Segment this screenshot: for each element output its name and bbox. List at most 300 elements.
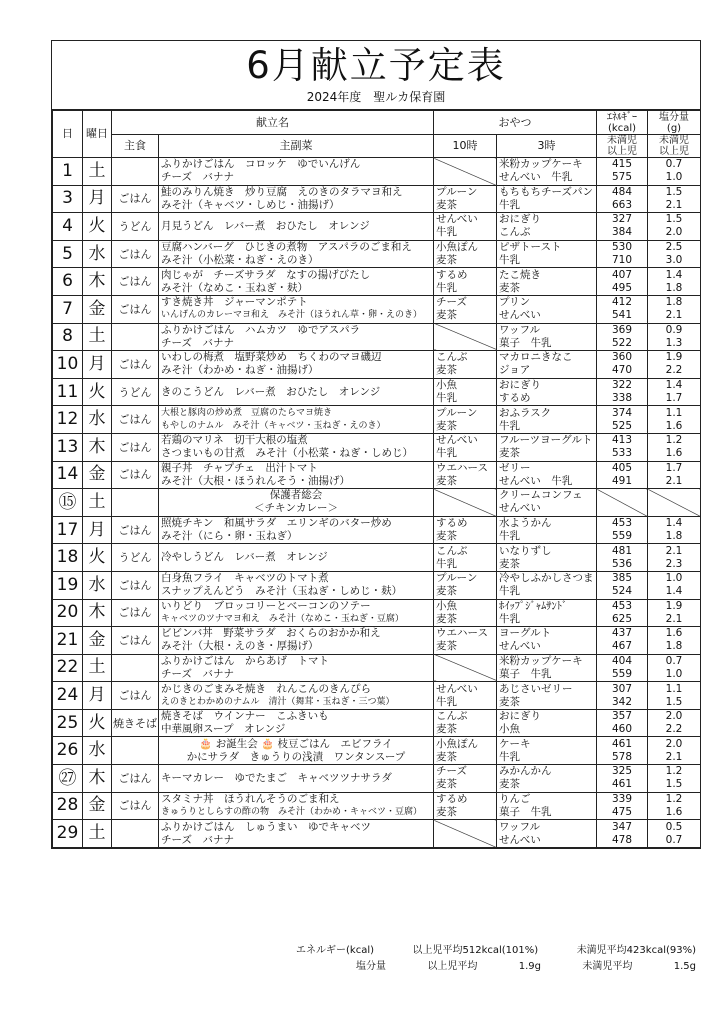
- main-dish-line: 保護者総会: [269, 489, 323, 502]
- title-box: [52, 41, 700, 110]
- table-row: [53, 544, 701, 572]
- energy-cell: [597, 295, 648, 323]
- main-dish-line: 大根と豚肉の炒め煮 豆腐のたらマヨ焼き: [161, 407, 333, 418]
- table-row: [53, 765, 701, 793]
- energy-value: 461: [611, 737, 633, 750]
- salt-value: 1.6: [665, 805, 683, 818]
- energy-value: 407: [611, 268, 633, 281]
- snack-3-line: おふラスク: [499, 406, 552, 419]
- day-cell: 月: [83, 516, 112, 544]
- staple-cell: ごはん: [112, 516, 159, 544]
- date-cell: 8: [53, 323, 83, 351]
- snack-10-line: するめ: [436, 268, 468, 281]
- main-dish-cell: [159, 709, 434, 737]
- snack-10-line: 牛乳: [436, 695, 457, 708]
- table-row: [53, 792, 701, 820]
- day-cell: 土: [83, 323, 112, 351]
- table-row: [53, 709, 701, 737]
- salt-value: 2.1: [665, 750, 683, 763]
- main-dish-cell: [159, 323, 434, 351]
- salt-over-label: 以上児平均: [427, 961, 478, 972]
- main-dish-cell: [159, 406, 434, 434]
- snack-10-line: 麦茶: [436, 640, 457, 653]
- salt-cell: [648, 765, 701, 793]
- energy-value: 578: [611, 750, 633, 763]
- main-dish-cell: [159, 627, 434, 655]
- energy-value: 453: [611, 599, 633, 612]
- salt-summary: [296, 959, 696, 975]
- energy-cell: [597, 323, 648, 351]
- snack-10-cell: [434, 820, 497, 848]
- energy-value: 478: [611, 833, 633, 846]
- staple-cell: ごはん: [112, 627, 159, 655]
- salt-value: 2.2: [665, 364, 683, 377]
- salt-value: 2.3: [665, 557, 683, 570]
- energy-value: 413: [611, 434, 633, 447]
- day-cell: 金: [83, 792, 112, 820]
- snack-10-line: するめ: [436, 792, 468, 805]
- main-dish-line: すき焼き丼 ジャーマンポテト: [161, 296, 308, 309]
- main-dish-line: 親子丼 チャプチェ 出汁トマト: [161, 461, 318, 474]
- snack-3-line: ワッフル: [499, 323, 541, 336]
- snack-3-line: するめ: [499, 392, 531, 405]
- menu-sheet: [51, 40, 701, 849]
- snack-10-line: 牛乳: [436, 557, 457, 570]
- snack-3-line: せんべい: [499, 833, 541, 846]
- energy-value: 322: [611, 379, 633, 392]
- snack-3-line: 牛乳: [499, 612, 520, 625]
- energy-cell: [597, 461, 648, 489]
- snack-3-line: 麦茶: [499, 281, 520, 294]
- energy-cell: [597, 406, 648, 434]
- salt-cell: [648, 489, 701, 517]
- snack-10-cell: [434, 709, 497, 737]
- snack-10-line: 麦茶: [436, 778, 457, 791]
- nutrition-footer: [296, 943, 696, 975]
- staple-cell: うどん: [112, 213, 159, 241]
- snack-10-line: 麦茶: [436, 750, 457, 763]
- salt-value: 1.9: [665, 351, 683, 364]
- salt-cell: [648, 185, 701, 213]
- header-salt: [648, 111, 701, 135]
- staple-cell: [112, 737, 159, 765]
- header-energy: [597, 111, 648, 135]
- main-dish-line: 若鶏のマリネ 切干大根の塩煮: [161, 434, 308, 447]
- table-row: [53, 571, 701, 599]
- staple-cell: うどん: [112, 378, 159, 406]
- energy-value: 460: [611, 723, 633, 736]
- snack-10-line: せんべい: [436, 682, 478, 695]
- energy-value: 369: [611, 323, 633, 336]
- energy-cell: [597, 627, 648, 655]
- salt-value: 2.0: [665, 226, 683, 239]
- main-dish-line: ふりかけごはん コロッケ ゆでいんげん: [161, 158, 361, 171]
- salt-value: 2.2: [665, 723, 683, 736]
- snack-10-cell: [434, 158, 497, 186]
- main-dish-line: みそ汁（大根・ほうれんそう・油揚げ）: [161, 474, 350, 487]
- salt-value: 1.8: [665, 296, 683, 309]
- energy-value: 467: [611, 640, 633, 653]
- date-cell: 21: [53, 627, 83, 655]
- salt-value: 1.6: [665, 419, 683, 432]
- table-row: [53, 213, 701, 241]
- day-cell: 金: [83, 461, 112, 489]
- energy-value: 327: [611, 213, 633, 226]
- energy-value: 559: [611, 667, 633, 680]
- day-cell: 金: [83, 627, 112, 655]
- main-dish-line: チーズ バナナ: [161, 667, 234, 680]
- snack-10-line: チーズ: [436, 765, 467, 778]
- energy-value: 385: [611, 572, 633, 585]
- energy-cell: [597, 654, 648, 682]
- snack-3-line: フルーツヨーグルト: [499, 434, 593, 447]
- main-dish-line: かじきのごまみそ焼き れんこんのきんぴら: [161, 682, 371, 695]
- snack-3-cell: [497, 516, 597, 544]
- snack-3-cell: [497, 406, 597, 434]
- snack-10-cell: [434, 351, 497, 379]
- salt-cell: [648, 268, 701, 296]
- energy-value: 405: [611, 461, 633, 474]
- salt-cell: [648, 544, 701, 572]
- snack-3-line: ピザトースト: [499, 241, 562, 254]
- snack-3-line: 牛乳: [499, 750, 520, 763]
- snack-3-line: あじさいゼリー: [499, 682, 573, 695]
- snack-10-line: 麦茶: [436, 198, 457, 211]
- main-dish-cell: [159, 682, 434, 710]
- page-title: 6月献立予定表: [246, 44, 506, 87]
- snack-3-cell: [497, 489, 597, 517]
- main-dish-line: ビビンバ丼 野菜サラダ おくらのおかか和え: [161, 627, 381, 640]
- date-cell: ⑮: [53, 489, 83, 517]
- main-dish-line: みそ汁（わかめ・ねぎ・油揚げ）: [161, 364, 319, 377]
- energy-value: 530: [611, 241, 633, 254]
- snack-10-line: 麦茶: [436, 364, 457, 377]
- staple-cell: [112, 654, 159, 682]
- date-cell: ㉗: [53, 765, 83, 793]
- salt-value: 1.1: [665, 406, 683, 419]
- date-cell: 26: [53, 737, 83, 765]
- energy-cell: [597, 185, 648, 213]
- salt-value: 3.0: [665, 254, 683, 267]
- energy-value: 475: [611, 805, 633, 818]
- snack-3-line: みかんかん: [499, 765, 552, 778]
- main-dish-cell: [159, 599, 434, 627]
- snack-10-cell: [434, 599, 497, 627]
- energy-cell: [597, 489, 648, 517]
- salt-value: 2.0: [665, 710, 683, 723]
- snack-10-cell: [434, 240, 497, 268]
- snack-3-line: 牛乳: [499, 530, 520, 543]
- staple-cell: ごはん: [112, 240, 159, 268]
- main-dish-line: 照焼チキン 和風サラダ エリンギのバター炒め: [161, 517, 392, 530]
- main-dish-cell: [159, 351, 434, 379]
- snack-3-cell: [497, 378, 597, 406]
- snack-10-line: 小魚ぽん: [436, 241, 478, 254]
- header-salt-sub-label: 未満児 以上児: [659, 135, 689, 157]
- staple-cell: ごはん: [112, 599, 159, 627]
- main-dish-line: みそ汁（小松菜・ねぎ・えのき）: [161, 254, 319, 267]
- energy-value: 360: [611, 351, 633, 364]
- salt-value: 1.0: [665, 667, 683, 680]
- salt-value: 2.1: [665, 612, 683, 625]
- energy-value: 338: [611, 392, 633, 405]
- main-dish-line: 豆腐ハンバーグ ひじきの煮物 アスパラのごま和え: [161, 241, 412, 254]
- salt-value: 1.4: [665, 517, 683, 530]
- salt-value: 2.1: [665, 544, 683, 557]
- page-subtitle: 2024年度 聖ルカ保育園: [306, 90, 446, 104]
- salt-cell: [648, 820, 701, 848]
- day-cell: 月: [83, 682, 112, 710]
- date-cell: 19: [53, 571, 83, 599]
- header-date: 日: [53, 111, 83, 158]
- energy-cell: [597, 709, 648, 737]
- main-dish-cell: [159, 654, 434, 682]
- snack-3-cell: [497, 709, 597, 737]
- main-dish-cell: [159, 765, 434, 793]
- salt-value: 2.5: [665, 241, 683, 254]
- table-row: [53, 185, 701, 213]
- table-row: [53, 599, 701, 627]
- snack-3-cell: [497, 544, 597, 572]
- main-dish-cell: [159, 544, 434, 572]
- main-dish-line: いんげんのカレーマヨ和え みそ汁（ほうれん草・卵・えのき）: [161, 310, 423, 321]
- main-dish-line: チーズ バナナ: [161, 171, 234, 184]
- main-dish-cell: [159, 158, 434, 186]
- snack-10-line: 麦茶: [436, 419, 457, 432]
- header-energy-sub: [597, 135, 648, 158]
- header-main: 主副菜: [159, 135, 434, 158]
- snack-3-cell: [497, 627, 597, 655]
- energy-value: 384: [611, 226, 633, 239]
- date-cell: 25: [53, 709, 83, 737]
- salt-value: 1.5: [665, 213, 683, 226]
- energy-value: 710: [611, 254, 633, 267]
- salt-cell: [648, 737, 701, 765]
- snack-3-line: 菓子 牛乳: [499, 805, 552, 818]
- salt-value: 1.6: [665, 627, 683, 640]
- main-dish-line: 鮭のみりん焼き 炒り豆腐 えのきのタラマヨ和え: [161, 185, 403, 198]
- energy-value: 374: [611, 406, 633, 419]
- energy-cell: [597, 433, 648, 461]
- salt-label: 塩分量: [356, 961, 386, 972]
- snack-3-line: クリームコンフェ: [499, 489, 583, 502]
- salt-cell: [648, 654, 701, 682]
- salt-value: 1.5: [665, 185, 683, 198]
- snack-10-line: ウエハース: [436, 627, 488, 640]
- snack-10-cell: [434, 627, 497, 655]
- salt-cell: [648, 240, 701, 268]
- energy-cell: [597, 516, 648, 544]
- salt-value: 1.4: [665, 585, 683, 598]
- date-cell: 1: [53, 158, 83, 186]
- day-cell: 土: [83, 489, 112, 517]
- day-cell: 土: [83, 820, 112, 848]
- snack-10-line: 麦茶: [436, 530, 457, 543]
- energy-value: 536: [611, 557, 633, 570]
- day-cell: 土: [83, 654, 112, 682]
- snack-3-cell: [497, 599, 597, 627]
- main-dish-line: さつまいもの甘煮 みそ汁（小松菜・ねぎ・しめじ）: [161, 447, 413, 460]
- snack-3-cell: [497, 240, 597, 268]
- staple-cell: ごはん: [112, 461, 159, 489]
- main-dish-line: えのきとわかめのナムル 清汁（舞茸・玉ねぎ・三つ葉）: [161, 696, 395, 707]
- salt-cell: [648, 433, 701, 461]
- snack-3-cell: [497, 737, 597, 765]
- snack-3-cell: [497, 213, 597, 241]
- main-dish-line: 中華風卵スープ オレンジ: [161, 723, 286, 736]
- main-dish-line: ふりかけごはん からあげ トマト: [161, 654, 329, 667]
- snack-10-cell: [434, 406, 497, 434]
- snack-3-line: 冷やしふかしさつま: [499, 572, 594, 585]
- salt-value: 1.8: [665, 281, 683, 294]
- salt-cell: [648, 295, 701, 323]
- salt-cell: [648, 351, 701, 379]
- snack-3-line: せんべい: [499, 640, 541, 653]
- snack-10-cell: [434, 544, 497, 572]
- snack-3-line: おにぎり: [499, 710, 541, 723]
- salt-value: 2.0: [665, 737, 683, 750]
- snack-10-cell: [434, 213, 497, 241]
- snack-10-line: せんべい: [436, 213, 478, 226]
- day-cell: 土: [83, 158, 112, 186]
- snack-10-cell: [434, 378, 497, 406]
- snack-3-line: おにぎり: [499, 213, 541, 226]
- salt-value: 1.8: [665, 640, 683, 653]
- table-row: [53, 820, 701, 848]
- snack-10-line: 麦茶: [436, 474, 457, 487]
- header-snack-10: 10時: [434, 135, 497, 158]
- table-row: [53, 268, 701, 296]
- snack-3-line: 牛乳: [499, 254, 520, 267]
- snack-10-line: 麦茶: [436, 585, 457, 598]
- salt-value: 1.3: [665, 336, 683, 349]
- energy-value: 481: [611, 544, 633, 557]
- snack-3-cell: [497, 571, 597, 599]
- date-cell: 14: [53, 461, 83, 489]
- energy-cell: [597, 268, 648, 296]
- main-dish-line: かにサラダ きゅうりの浅漬 ワンタンスープ: [186, 750, 406, 763]
- snack-10-line: 小魚: [436, 379, 457, 392]
- staple-cell: うどん: [112, 544, 159, 572]
- energy-cell: [597, 213, 648, 241]
- main-dish-line: ふりかけごはん ハムカツ ゆでアスパラ: [161, 323, 361, 336]
- snack-3-line: マカロニきなこ: [499, 351, 573, 364]
- staple-cell: ごはん: [112, 268, 159, 296]
- energy-value: 541: [611, 309, 633, 322]
- energy-value: 470: [611, 364, 633, 377]
- snack-3-line: せんべい: [499, 309, 541, 322]
- main-dish-line: 月見うどん レバー煮 おひたし オレンジ: [161, 219, 370, 232]
- main-dish-cell: [159, 185, 434, 213]
- main-dish-line: いわしの梅煮 塩野菜炒め ちくわのマヨ磯辺: [161, 351, 382, 364]
- main-dish-line: キーマカレー ゆでたまご キャベツツナサラダ: [161, 771, 392, 784]
- header-snack: おやつ: [434, 111, 597, 135]
- main-dish-cell: [159, 792, 434, 820]
- table-row: [53, 682, 701, 710]
- menu-table: [52, 110, 701, 848]
- staple-cell: ごはん: [112, 185, 159, 213]
- main-dish-line: みそ汁（キャベツ・しめじ・油揚げ）: [161, 198, 340, 211]
- snack-3-line: せんべい 牛乳: [499, 474, 573, 487]
- main-dish-line: いりどり ブロッコリーとベーコンのソテー: [161, 599, 371, 612]
- snack-10-line: 麦茶: [436, 309, 457, 322]
- staple-cell: ごはん: [112, 295, 159, 323]
- date-cell: 18: [53, 544, 83, 572]
- date-cell: 12: [53, 406, 83, 434]
- main-dish-line: チーズ バナナ: [161, 336, 234, 349]
- salt-cell: [648, 516, 701, 544]
- snack-3-line: 麦茶: [499, 557, 520, 570]
- staple-cell: 焼きそば: [112, 709, 159, 737]
- staple-cell: ごはん: [112, 351, 159, 379]
- snack-10-cell: [434, 765, 497, 793]
- snack-10-line: プルーン: [436, 406, 478, 419]
- table-row: [53, 295, 701, 323]
- snack-10-line: プルーン: [436, 185, 478, 198]
- energy-value: 484: [611, 185, 633, 198]
- energy-label: エネルギー(kcal): [296, 945, 374, 956]
- energy-value: 663: [611, 198, 633, 211]
- snack-3-cell: [497, 765, 597, 793]
- snack-10-line: 牛乳: [436, 447, 457, 460]
- snack-10-cell: [434, 654, 497, 682]
- snack-10-cell: [434, 185, 497, 213]
- date-cell: 6: [53, 268, 83, 296]
- staple-cell: [112, 820, 159, 848]
- staple-cell: [112, 489, 159, 517]
- salt-cell: [648, 682, 701, 710]
- salt-cell: [648, 213, 701, 241]
- day-cell: 水: [83, 571, 112, 599]
- snack-3-line: 菓子 牛乳: [499, 336, 552, 349]
- main-dish-line: 焼きそば ウインナー こふきいも: [161, 710, 329, 723]
- energy-value: 342: [611, 695, 633, 708]
- table-row: [53, 351, 701, 379]
- day-cell: 木: [83, 268, 112, 296]
- salt-value: 1.4: [665, 268, 683, 281]
- salt-value: 0.7: [665, 833, 683, 846]
- salt-value: 1.2: [665, 765, 683, 778]
- date-cell: 24: [53, 682, 83, 710]
- snack-10-line: 牛乳: [436, 226, 457, 239]
- main-dish-cell: [159, 213, 434, 241]
- snack-3-line: ケーキ: [499, 737, 531, 750]
- header-staple: 主食: [112, 135, 159, 158]
- main-dish-cell: [159, 489, 434, 517]
- main-dish-cell: [159, 820, 434, 848]
- energy-value: 525: [611, 419, 633, 432]
- energy-value: 575: [611, 171, 633, 184]
- staple-cell: ごはん: [112, 406, 159, 434]
- snack-10-line: するめ: [436, 517, 468, 530]
- salt-value: 1.5: [665, 778, 683, 791]
- snack-3-cell: [497, 682, 597, 710]
- day-cell: 木: [83, 765, 112, 793]
- energy-value: 357: [611, 710, 633, 723]
- snack-10-cell: [434, 461, 497, 489]
- header-salt-sub: [648, 135, 701, 158]
- date-cell: 17: [53, 516, 83, 544]
- staple-cell: ごはん: [112, 571, 159, 599]
- menu-body: [53, 158, 701, 848]
- energy-under-average: 未満児平均423kcal(93%): [576, 945, 696, 956]
- snack-3-line: りんご: [499, 792, 531, 805]
- header-salt-label: 塩分量 (g): [659, 111, 689, 134]
- snack-3-cell: [497, 461, 597, 489]
- table-row: [53, 627, 701, 655]
- snack-10-line: せんべい: [436, 434, 478, 447]
- energy-cell: [597, 544, 648, 572]
